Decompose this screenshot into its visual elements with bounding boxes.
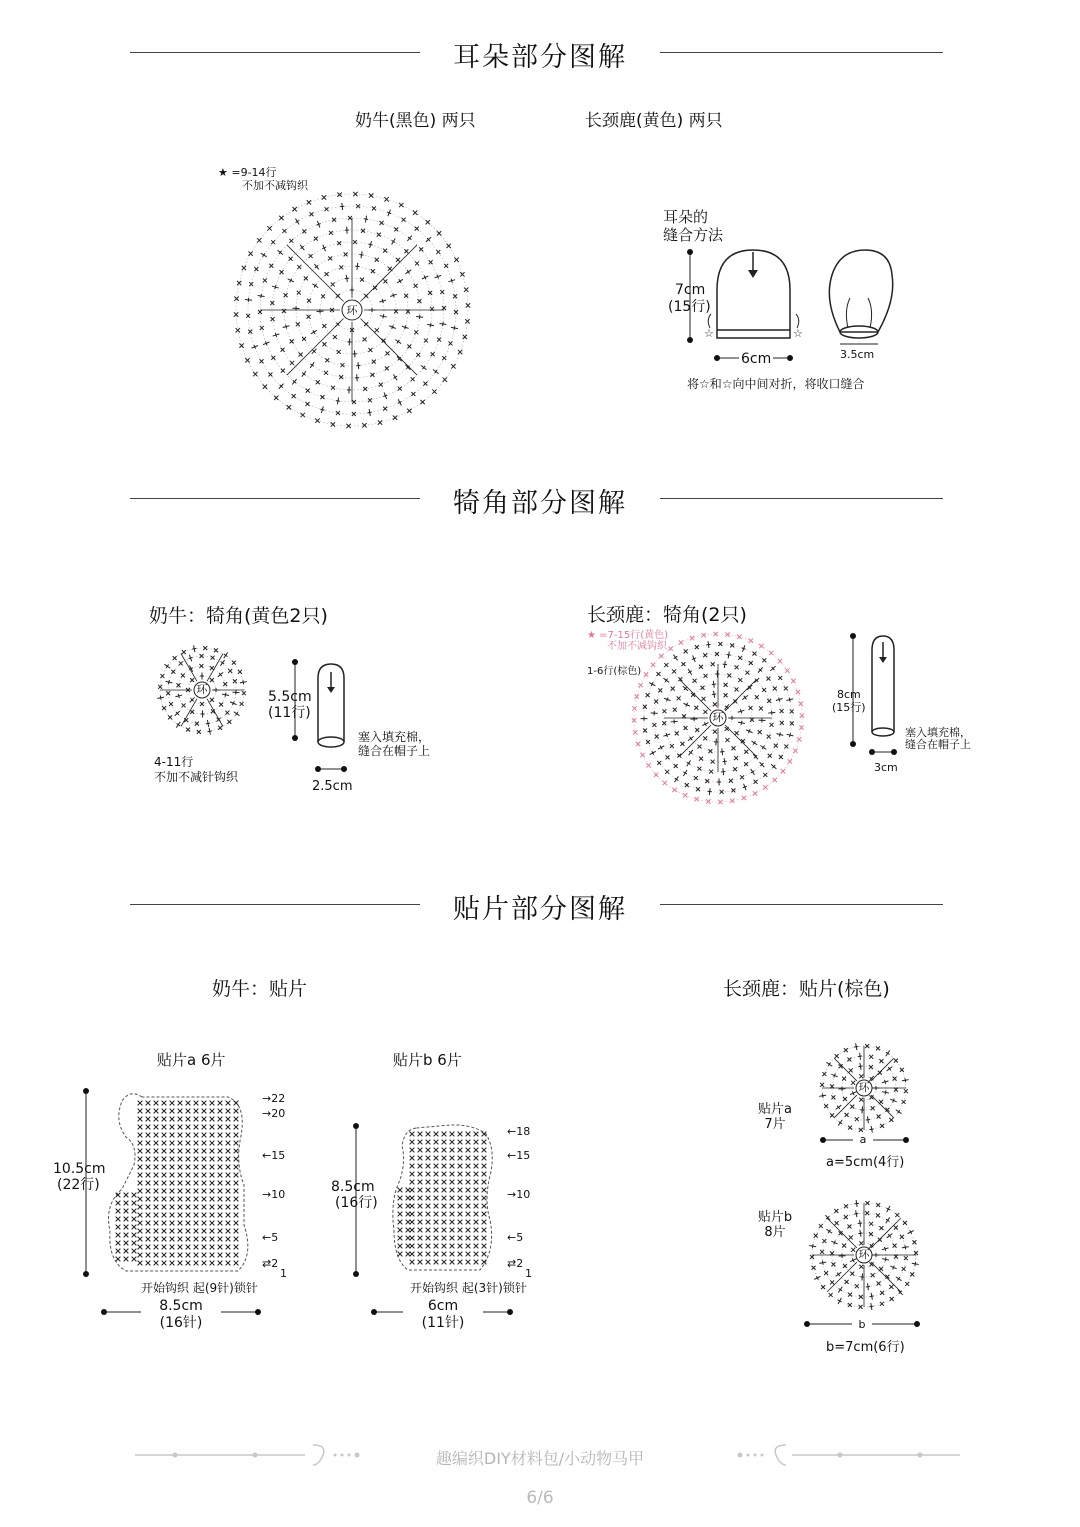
page-number: 6/6	[526, 1488, 554, 1508]
patch-a-row-20: →20	[262, 1107, 286, 1120]
giraffe-patch-a-dim-text: a=5cm(4行)	[826, 1155, 905, 1170]
patch-b-start: 开始钩织 起(3针)锁针	[410, 1281, 527, 1295]
patch-b-row-15: ←15	[507, 1149, 531, 1162]
patch-a-name: 贴片a 6片	[157, 1051, 226, 1069]
patch-giraffe-title: 长颈鹿：贴片(棕色)	[723, 978, 890, 1000]
giraffe-patch-a-ring: 环	[858, 1081, 870, 1094]
patch-b-row-18: ←18	[507, 1125, 531, 1138]
patch-cow-title: 奶牛：贴片	[212, 978, 308, 1000]
giraffe-patch-b-name: 贴片b 8片	[757, 1210, 793, 1240]
giraffe-patch-a-name: 贴片a 7片	[758, 1102, 792, 1132]
patch-a-row-2: ⇄2	[262, 1257, 279, 1270]
patch-b-name: 贴片b 6片	[393, 1051, 462, 1069]
horn-giraffe-title: 长颈鹿：犄角(2只)	[587, 604, 747, 626]
patch-a-row-1: 1	[280, 1267, 287, 1280]
patch-a-width: 8.5cm (16针)	[141, 1298, 221, 1332]
patch-b-row-5: ←5	[507, 1231, 524, 1244]
horn-cow-ring-label: 环	[196, 683, 208, 696]
ear-star-note: ★ =9-14行 不加不减钩织	[218, 166, 308, 192]
horn-cow-title: 奶牛：犄角(黄色2只)	[149, 605, 328, 627]
giraffe-patch-b-dim-text: b=7cm(6行)	[826, 1340, 905, 1355]
patch-b-row-1: 1	[525, 1267, 532, 1280]
giraffe-patch-b-letter: b	[852, 1318, 872, 1331]
ear-height: 7cm (15行)	[668, 282, 711, 315]
ear-opening: 3.5cm	[840, 348, 875, 361]
footer-ornament-right	[730, 1440, 970, 1470]
horn-giraffe-stuff: 塞入填充棉， 缝合在帽子上	[905, 726, 971, 751]
patch-a-height: 10.5cm (22行)	[53, 1161, 106, 1193]
ear-cow-label: 奶牛(黑色) 两只	[355, 111, 476, 131]
patch-b-row-2: ⇄2	[507, 1257, 524, 1270]
section-title-ears: 耳朵部分图解	[453, 42, 627, 73]
patch-a-row-22: →22	[262, 1092, 286, 1105]
patch-b-width: 6cm (11针)	[403, 1298, 483, 1332]
ear-sew-note: 将☆和☆向中间对折，将收口缝合	[687, 377, 865, 391]
horn-giraffe-star: ★ =7-15行(黄色) 不加不减钩织	[587, 630, 669, 652]
section-title-horns: 犄角部分图解	[453, 488, 627, 519]
ear-width: 6cm	[741, 351, 772, 367]
horn-giraffe-ring-label: 环	[712, 711, 724, 724]
patch-b-height: 8.5cm (16行)	[331, 1179, 378, 1211]
svg-text:☆: ☆	[793, 327, 803, 340]
patch-a-row-10: →10	[262, 1188, 286, 1201]
horn-cow-height: 5.5cm (11行)	[268, 689, 312, 721]
ear-sew-diagram	[680, 240, 940, 370]
horn-cow-stuff: 塞入填充棉， 缝合在帽子上	[358, 730, 431, 758]
section-title-patches: 贴片部分图解	[453, 894, 627, 925]
patch-a-row-5: ←5	[262, 1231, 279, 1244]
giraffe-patch-b-ring: 环	[858, 1248, 870, 1261]
footer-text: 趣编织DIY材料包/小动物马甲	[435, 1449, 645, 1468]
horn-giraffe-height: 8cm (15行)	[832, 688, 866, 714]
horn-cow-note: 4-11行 不加不减针钩织	[154, 755, 239, 784]
patch-b-row-10: →10	[507, 1188, 531, 1201]
svg-text:☆: ☆	[704, 327, 714, 340]
patch-a-start: 开始钩织 起(9针)锁针	[141, 1281, 258, 1295]
horn-giraffe-rows: 1-6行(棕色)	[587, 666, 642, 677]
horn-giraffe-width: 3cm	[874, 761, 898, 774]
patch-a-row-15: ←15	[262, 1149, 286, 1162]
horn-cow-width: 2.5cm	[312, 779, 353, 794]
ear-sew-title: 耳朵的 缝合方法	[663, 208, 724, 244]
ear-giraffe-label: 长颈鹿(黄色) 两只	[585, 111, 723, 131]
ear-ring-label: 环	[346, 304, 358, 317]
giraffe-patch-a-letter: a	[853, 1133, 873, 1146]
